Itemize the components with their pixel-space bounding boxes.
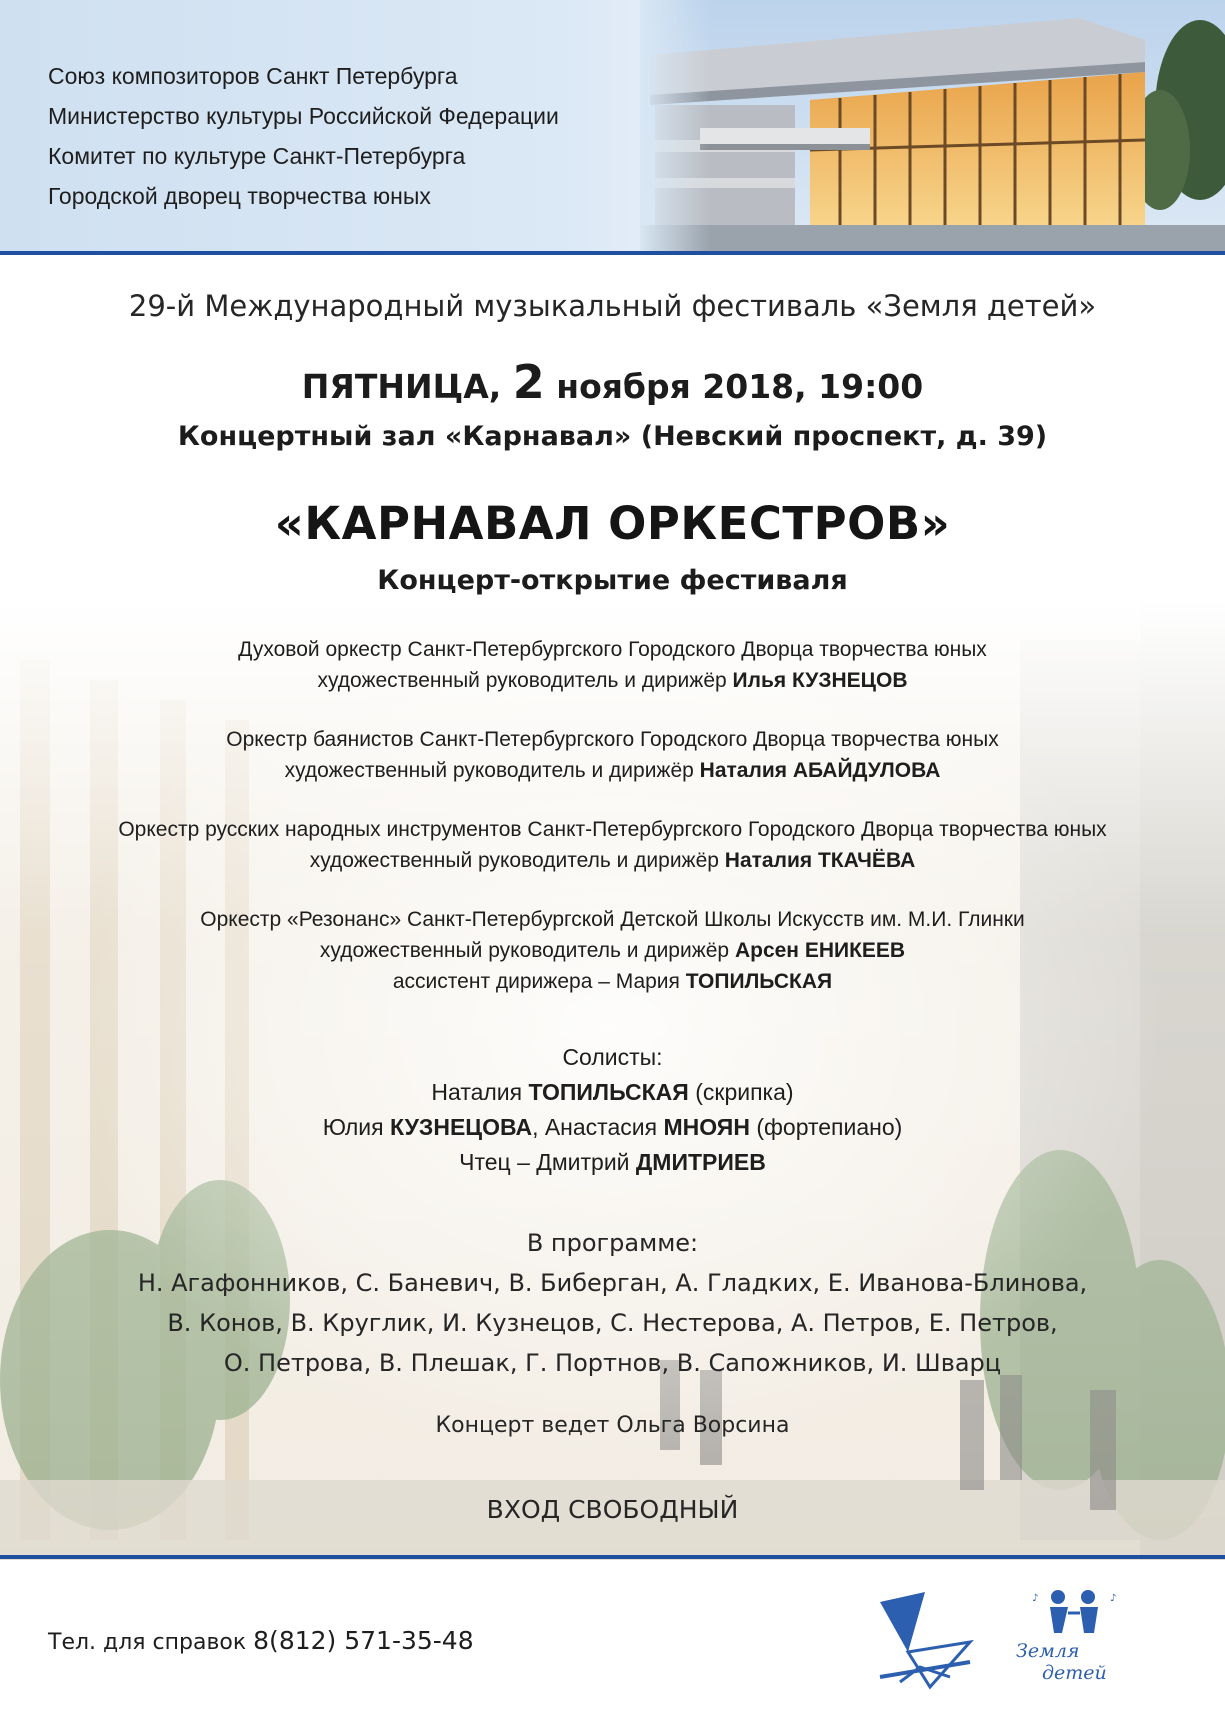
conductor-role: художественный руководитель и дирижёр (284, 759, 700, 782)
phone-label: Тел. для справок (48, 1630, 254, 1655)
conductor-last-name: ЕНИКЕЕВ (804, 939, 906, 962)
soloist-first-name: Наталия (431, 1079, 529, 1105)
event-date-time (0, 355, 1225, 409)
conductor-role: художественный руководитель и дирижёр (319, 939, 735, 962)
organizer-line: Комитет по культуре Санкт-Петербурга (48, 143, 466, 169)
soloists-heading: Солисты: (562, 1044, 663, 1070)
concert-host: Концерт ведет Ольга Ворсина (435, 1413, 790, 1438)
palace-building-image (640, 0, 1225, 251)
conductor-first-name: Наталия (724, 849, 818, 872)
free-entry-notice: ВХОД СВОБОДНЫЙ (486, 1495, 739, 1524)
conductor-first-name: Наталия (699, 759, 793, 782)
ensemble-item (0, 634, 1225, 696)
soloist-last-name: КУЗНЕЦОВА (390, 1114, 533, 1140)
logo-caption-line: детей (1042, 1662, 1107, 1684)
conductor-first-name: Арсен (734, 939, 805, 962)
soloist-first-name: Юлия (322, 1114, 391, 1140)
program-heading: В программе: (526, 1229, 699, 1257)
event-venue: Концертный зал «Карнавал» (Невский проспект, д. 39) (177, 421, 1048, 452)
festival-name: 29-й Международный музыкальный фестиваль «Земля детей» (128, 289, 1097, 323)
svg-text:♪: ♪ (1032, 1593, 1039, 1604)
contact-phone (48, 1626, 474, 1655)
phone-number: 8(812) 571-35-48 (253, 1626, 474, 1655)
program-composers-line: О. Петрова, В. Плешак, Г. Портнов, В. Сапожников, И. Шварц (223, 1349, 1002, 1377)
conductor-last-name: ТКАЧЁВА (817, 849, 916, 872)
event-month-year-time: ноября 2018, 19:00 (544, 367, 924, 406)
soloist-line (0, 1075, 1225, 1110)
concert-title: «КАРНАВАЛ ОРКЕСТРОВ» (274, 497, 951, 550)
organizer-line: Городской дворец творчества юных (48, 183, 431, 209)
soloist-last-name: МНОЯН (663, 1114, 750, 1140)
header-banner (0, 0, 1225, 251)
event-day: 2 (512, 355, 545, 409)
ensemble-name: Духовой оркестр Санкт-Петербургского Городского Дворца творчества юных (238, 638, 987, 661)
logo-caption (1016, 1640, 1107, 1684)
footer-divider (0, 1555, 1225, 1559)
ensemble-name: Оркестр баянистов Санкт-Петербургского Городского Дворца творчества юных (226, 728, 999, 751)
sail-logo-icon (870, 1582, 980, 1694)
ensemble-item (0, 724, 1225, 786)
ensemble-name: Оркестр «Резонанс» Санкт-Петербургской Детской Школы Искусств им. М.И. Глинки (200, 908, 1025, 931)
logo-caption-line: Земля (1016, 1640, 1080, 1662)
reader-last-name: ДМИТРИЕВ (635, 1149, 766, 1175)
organizers-list (48, 56, 559, 216)
ensemble-conductor (0, 845, 1225, 876)
ensemble-conductor (0, 665, 1225, 696)
organizer-line: Союз композиторов Санкт Петербурга (48, 63, 458, 89)
conductor-first-name: Илья (732, 669, 792, 692)
organizer-line: Министерство культуры Российской Федерации (48, 103, 559, 129)
soloist-instrument: (скрипка) (688, 1079, 794, 1105)
soloist-instrument: (фортепиано) (749, 1114, 903, 1140)
program-composers-line: В. Конов, В. Круглик, И. Кузнецов, С. Нестерова, А. Петров, Е. Петров, (167, 1309, 1058, 1337)
ensemble-item (0, 814, 1225, 876)
event-weekday: ПЯТНИЦА, (301, 367, 513, 406)
assistant-last-name: ТОПИЛЬСКАЯ (685, 970, 833, 993)
assistant-role: ассистент дирижера – Мария (392, 970, 686, 993)
conductor-last-name: АБАЙДУЛОВА (792, 759, 941, 782)
conductor-role: художественный руководитель и дирижёр (317, 669, 733, 692)
conductor-role: художественный руководитель и дирижёр (309, 849, 725, 872)
soloist-line (0, 1110, 1225, 1145)
ensemble-assistant (0, 966, 1225, 997)
soloists-block (0, 1040, 1225, 1180)
svg-text:♪: ♪ (1110, 1593, 1117, 1604)
ensemble-conductor (0, 935, 1225, 966)
ensemble-conductor (0, 755, 1225, 786)
ensemble-name: Оркестр русских народных инструментов Санкт-Петербургского Городского Дворца творчества юных (118, 818, 1107, 841)
program-block (0, 1223, 1225, 1383)
soloist-line (0, 1145, 1225, 1180)
concert-subtitle: Концерт-открытие фестиваля (377, 565, 848, 596)
soloist-first-name: , Анастасия (532, 1114, 664, 1140)
reader-first-name: Чтец – Дмитрий (459, 1149, 636, 1175)
soloist-last-name: ТОПИЛЬСКАЯ (528, 1079, 689, 1105)
ensemble-item (0, 904, 1225, 997)
program-composers-line: Н. Агафонников, С. Баневич, В. Биберган, А. Гладких, Е. Иванова-Блинова, (137, 1269, 1088, 1297)
conductor-last-name: КУЗНЕЦОВ (791, 669, 908, 692)
header-divider (0, 251, 1225, 255)
